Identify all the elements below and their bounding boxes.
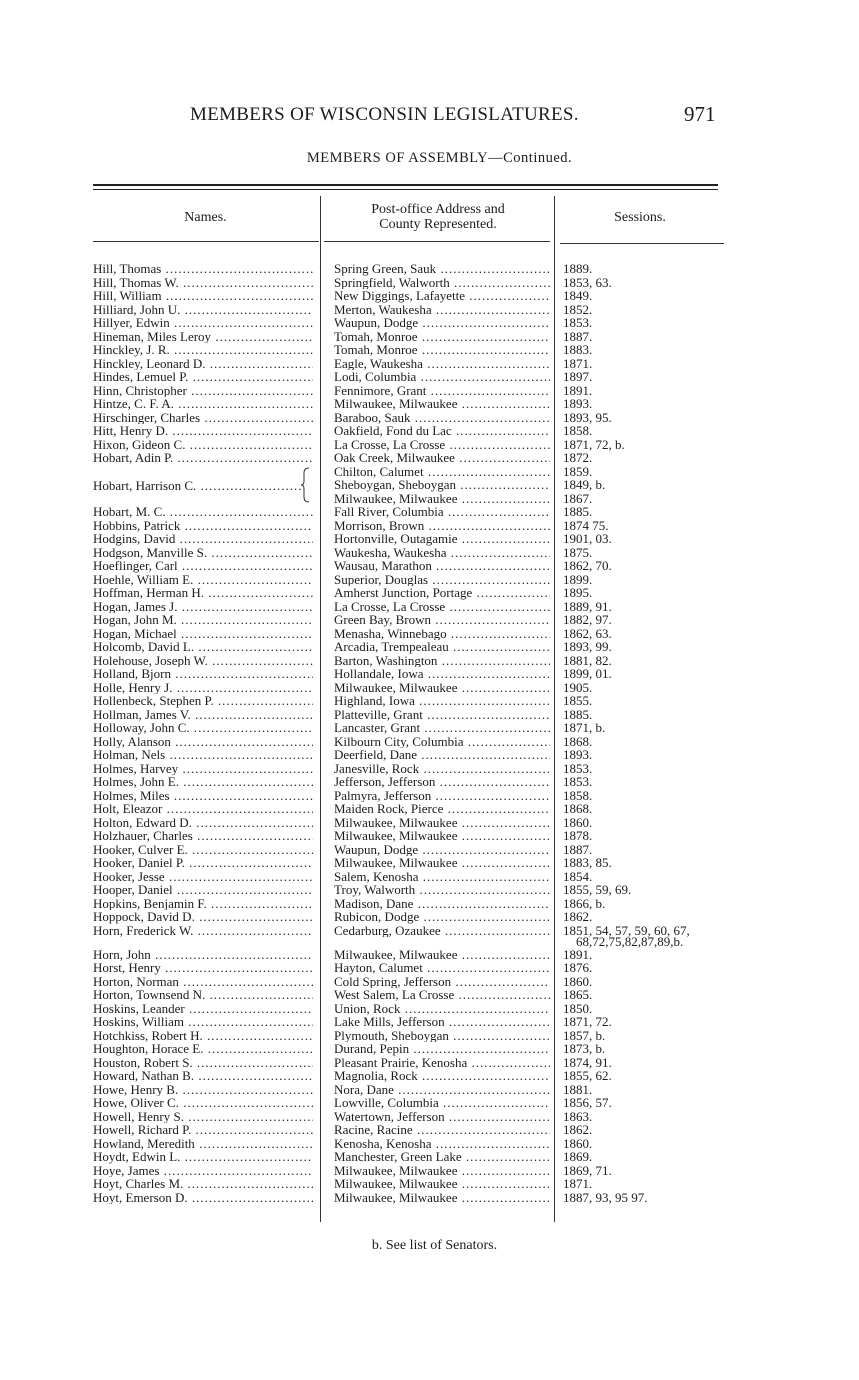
member-name: Hollman, James V. ..... xyxy=(93,708,313,722)
table-row xyxy=(0,1056,859,1070)
table-row xyxy=(0,735,859,749)
member-name: Horton, Townsend N. ..... xyxy=(93,988,313,1002)
table-row xyxy=(0,303,859,317)
member-name: Hixon, Gideon C. ..... xyxy=(93,438,313,452)
member-name: Holmes, John E. ..... xyxy=(93,775,313,789)
member-address: Milwaukee, Milwaukee ..... xyxy=(334,856,550,870)
table-row xyxy=(0,1015,859,1029)
member-sessions: 1858. xyxy=(563,423,593,438)
table-row xyxy=(0,573,859,587)
member-address: Manchester, Green Lake ..... xyxy=(334,1150,550,1164)
table-row xyxy=(0,532,859,546)
member-name: Hogan, Michael ..... xyxy=(93,627,313,641)
table-row-hobart-harrison xyxy=(0,465,859,506)
member-address: Wausau, Marathon ..... xyxy=(334,559,550,573)
member-name: Holt, Eleazor ..... xyxy=(93,802,313,816)
table-row-horn-frederick xyxy=(0,924,859,948)
table-row xyxy=(0,519,859,533)
member-name: Holzhauer, Charles ..... xyxy=(93,829,313,843)
member-name: Hoskins, William ..... xyxy=(93,1015,313,1029)
member-name: Hinckley, Leonard D. ..... xyxy=(93,357,313,371)
member-address: Milwaukee, Milwaukee ..... xyxy=(334,681,550,695)
member-sessions: 1867. xyxy=(563,490,593,506)
member-name: Howe, Henry B. ..... xyxy=(93,1083,313,1097)
member-name: Houston, Robert S. ..... xyxy=(93,1056,313,1070)
member-address: Racine, Racine ..... xyxy=(334,1123,550,1137)
member-sessions: 1874, 91. xyxy=(563,1054,612,1070)
member-sessions: 1860. xyxy=(563,1135,593,1151)
member-name: Horton, Norman ..... xyxy=(93,975,313,989)
member-sessions: 1889, 91. xyxy=(563,598,612,614)
member-sessions: 1871. xyxy=(563,355,593,371)
member-name: Holly, Alanson ..... xyxy=(93,735,313,749)
member-address: Kilbourn City, Columbia ..... xyxy=(334,735,550,749)
member-address: Cedarburg, Ozaukee ..... xyxy=(334,924,550,938)
member-name: Hodgson, Manville S. ..... xyxy=(93,546,313,560)
member-name: Hobart, M. C. ..... xyxy=(93,505,313,519)
member-sessions: 1899. xyxy=(563,571,593,587)
table-row xyxy=(0,276,859,290)
member-name: Hoyt, Charles M. ..... xyxy=(93,1177,313,1191)
member-name: Holman, Nels ..... xyxy=(93,748,313,762)
member-address: Fall River, Columbia ..... xyxy=(334,505,550,519)
member-sessions: 1869. xyxy=(563,1149,593,1164)
member-sessions: 1871, b. xyxy=(563,720,606,735)
member-name: Hoye, James ..... xyxy=(93,1164,313,1178)
member-sessions: 1882, 97. xyxy=(563,612,612,627)
table-row xyxy=(0,451,859,465)
table-row xyxy=(0,546,859,560)
table-row xyxy=(0,883,859,897)
member-sessions: 1869, 71. xyxy=(563,1162,612,1178)
column-header-sessions-label: Sessions. xyxy=(614,209,666,225)
table-row xyxy=(0,411,859,425)
member-address: Hayton, Calumet ..... xyxy=(334,961,550,975)
member-sessions: 1876. xyxy=(563,960,593,975)
member-name: Holmes, Miles ..... xyxy=(93,789,313,803)
member-sessions: 1860. xyxy=(563,973,593,989)
table-row xyxy=(0,316,859,330)
member-address: Springfield, Walworth ..... xyxy=(334,276,550,290)
member-sessions: 1868. xyxy=(563,733,593,749)
member-sessions: 1863. xyxy=(563,1108,593,1124)
member-name: Holcomb, David L. ..... xyxy=(93,640,313,654)
member-name: Horst, Henry ..... xyxy=(93,961,313,975)
member-sessions: 1887. xyxy=(563,328,593,344)
member-name: Hilliard, John U. ..... xyxy=(93,303,313,317)
rows-group-b xyxy=(0,505,859,924)
member-address: Plymouth, Sheboygan ..... xyxy=(334,1029,550,1043)
member-sessions: 1883. xyxy=(563,342,593,357)
member-address: Pleasant Prairie, Kenosha ..... xyxy=(334,1056,550,1070)
member-name: Holton, Edward D. ..... xyxy=(93,816,313,830)
table-row xyxy=(0,1150,859,1164)
table-row xyxy=(0,897,859,911)
member-address: Tomah, Monroe ..... xyxy=(334,343,550,357)
member-address: Morrison, Brown ..... xyxy=(334,519,550,533)
member-sessions: 1855, 59, 69. xyxy=(563,882,632,897)
member-name: Holle, Henry J. ..... xyxy=(93,681,313,695)
table-row xyxy=(0,721,859,735)
member-sessions: 1872. xyxy=(563,450,593,465)
member-sessions: 1899, 01. xyxy=(563,666,612,681)
member-address: Lancaster, Grant ..... xyxy=(334,721,550,735)
member-sessions: 1878. xyxy=(563,828,593,843)
member-sessions: 1893. xyxy=(563,396,593,411)
member-sessions: 1881. xyxy=(563,1081,593,1097)
member-sessions: 1865. xyxy=(563,987,593,1002)
member-name: Hotchkiss, Robert H. ..... xyxy=(93,1029,313,1043)
member-name: Hooker, Daniel P. ..... xyxy=(93,856,313,870)
table-row xyxy=(0,1177,859,1191)
table-row xyxy=(0,802,859,816)
table-row xyxy=(0,397,859,411)
table-row xyxy=(0,910,859,924)
member-address: Milwaukee, Milwaukee ..... xyxy=(334,492,550,506)
member-sessions: 1860. xyxy=(563,814,593,830)
member-address: New Diggings, Lafayette ..... xyxy=(334,289,550,303)
member-sessions: 1871, 72. xyxy=(563,1014,612,1029)
column-header-names xyxy=(93,196,318,238)
table-subhead: MEMBERS OF ASSEMBLY—Continued. xyxy=(306,150,573,166)
member-name: Hoehle, William E. ..... xyxy=(93,573,313,587)
member-sessions: 1874 75. xyxy=(563,517,609,533)
header-underline-names xyxy=(93,241,319,242)
member-sessions: 1849. xyxy=(563,288,593,303)
member-name: Holmes, Harvey ..... xyxy=(93,762,313,776)
column-header-address xyxy=(322,196,554,238)
member-sessions: 1873, b. xyxy=(563,1041,606,1056)
member-sessions: 1881, 82. xyxy=(563,652,612,668)
table-row xyxy=(0,1029,859,1043)
member-sessions: 1855. xyxy=(563,693,593,708)
rows-group-c xyxy=(0,948,859,1205)
assembly-members-table xyxy=(0,262,859,1204)
member-name: Horn, John ..... xyxy=(93,948,313,962)
member-name: Houghton, Horace E. ..... xyxy=(93,1042,313,1056)
member-sessions: 1859. xyxy=(563,463,593,479)
member-address: Tomah, Monroe ..... xyxy=(334,330,550,344)
member-sessions: 1858. xyxy=(563,787,593,803)
table-row xyxy=(0,654,859,668)
member-sessions-continued: 68,72,75,82,87,89,b. xyxy=(576,933,684,949)
member-name: Hindes, Lemuel P. ..... xyxy=(93,370,313,384)
header-underline-address xyxy=(324,241,550,242)
member-address: Merton, Waukesha ..... xyxy=(334,303,550,317)
footnote: b. See list of Senators. xyxy=(371,1238,498,1253)
column-header-names-label: Names. xyxy=(184,209,227,225)
member-name: Hineman, Miles Leroy ..... xyxy=(93,330,313,344)
table-row xyxy=(0,357,859,371)
member-sessions: 1868. xyxy=(563,801,593,816)
table-row xyxy=(0,961,859,975)
member-name: Hitt, Henry D. ..... xyxy=(93,424,313,438)
column-header-sessions xyxy=(556,196,724,238)
member-address: Lowville, Columbia ..... xyxy=(334,1096,550,1110)
table-row xyxy=(0,505,859,519)
member-sessions: 1862, 70. xyxy=(563,558,612,573)
table-row xyxy=(0,816,859,830)
member-name: Hollenbeck, Stephen P. ..... xyxy=(93,694,313,708)
table-row xyxy=(0,1137,859,1151)
member-address: Madison, Dane ..... xyxy=(334,897,550,911)
member-address: Lodi, Columbia ..... xyxy=(334,370,550,384)
member-address: Nora, Dane ..... xyxy=(334,1083,550,1097)
member-name: Hoydt, Edwin L. ..... xyxy=(93,1150,313,1164)
member-address: Milwaukee, Milwaukee ..... xyxy=(334,1191,550,1205)
member-address: Sheboygan, Sheboygan ..... xyxy=(334,478,550,492)
table-row xyxy=(0,829,859,843)
member-address: Highland, Iowa ..... xyxy=(334,694,550,708)
table-row xyxy=(0,438,859,452)
member-sessions: 1883, 85. xyxy=(563,855,612,870)
member-sessions: 1897. xyxy=(563,369,593,384)
member-name: Holehouse, Joseph W. ..... xyxy=(93,654,313,668)
member-address: Chilton, Calumet ..... xyxy=(334,465,550,479)
member-sessions: 1853. xyxy=(563,315,593,330)
member-sessions: 1893, 99. xyxy=(563,639,612,654)
member-sessions: 1891. xyxy=(563,946,593,962)
member-address: Palmyra, Jefferson ..... xyxy=(334,789,550,803)
member-address: Milwaukee, Milwaukee ..... xyxy=(334,1164,550,1178)
member-sessions: 1854. xyxy=(563,868,593,884)
member-sessions: 1852. xyxy=(563,301,593,317)
member-address: Milwaukee, Milwaukee ..... xyxy=(334,816,550,830)
member-name: Hogan, John M. ..... xyxy=(93,613,313,627)
member-address: Green Bay, Brown ..... xyxy=(334,613,550,627)
member-name: Hobbins, Patrick ..... xyxy=(93,519,313,533)
member-name: Hodgins, David ..... xyxy=(93,532,313,546)
member-address: Milwaukee, Milwaukee ..... xyxy=(334,829,550,843)
member-address: Lake Mills, Jefferson ..... xyxy=(334,1015,550,1029)
table-row xyxy=(0,1002,859,1016)
header-underline-sessions xyxy=(560,243,724,244)
member-sessions: 1887, 93, 95 97. xyxy=(563,1189,648,1205)
table-row xyxy=(0,1164,859,1178)
member-address: Barton, Washington ..... xyxy=(334,654,550,668)
member-name: Hoppock, David D. ..... xyxy=(93,910,313,924)
member-name: Holloway, John C. ..... xyxy=(93,721,313,735)
member-name: Hoyt, Emerson D. ..... xyxy=(93,1191,313,1205)
table-row xyxy=(0,667,859,681)
member-address: Deerfield, Dane ..... xyxy=(334,748,550,762)
table-row xyxy=(0,613,859,627)
table-row xyxy=(0,762,859,776)
member-address: Oakfield, Fond du Lac ..... xyxy=(334,424,550,438)
member-address: Milwaukee, Milwaukee ..... xyxy=(334,1177,550,1191)
table-row xyxy=(0,370,859,384)
member-sessions: 1893. xyxy=(563,747,593,762)
rows-group-a xyxy=(0,262,859,465)
member-address: Superior, Douglas ..... xyxy=(334,573,550,587)
member-address: Milwaukee, Milwaukee ..... xyxy=(334,948,550,962)
member-name: Howland, Meredith ..... xyxy=(93,1137,313,1151)
member-sessions: 1853, 63. xyxy=(563,274,612,290)
member-name: Hobart, Harrison C. ..... xyxy=(93,479,303,493)
table-row xyxy=(0,1069,859,1083)
table-row xyxy=(0,748,859,762)
member-address: Eagle, Waukesha ..... xyxy=(334,357,550,371)
member-address: Troy, Walworth ..... xyxy=(334,883,550,897)
table-row xyxy=(0,289,859,303)
member-name: Hinckley, J. R. ..... xyxy=(93,343,313,357)
top-rule-thin xyxy=(93,189,718,190)
brace-icon xyxy=(301,467,311,503)
member-name: Hirschinger, Charles ..... xyxy=(93,411,313,425)
member-address: Waupun, Dodge ..... xyxy=(334,316,550,330)
table-row xyxy=(0,789,859,803)
member-name: Howell, Richard P. ..... xyxy=(93,1123,313,1137)
table-row xyxy=(0,627,859,641)
table-row xyxy=(0,694,859,708)
member-name: Hooker, Culver E. ..... xyxy=(93,843,313,857)
member-address: Platteville, Grant ..... xyxy=(334,708,550,722)
member-sessions: 1871, 72, b. xyxy=(563,436,625,452)
table-row xyxy=(0,988,859,1002)
member-sessions: 1862. xyxy=(563,1122,593,1137)
member-sessions: 1853. xyxy=(563,760,593,776)
member-sessions: 1850. xyxy=(563,1000,593,1016)
member-sessions: 1901, 03. xyxy=(563,531,612,546)
member-address: La Crosse, La Crosse ..... xyxy=(334,600,550,614)
page-header xyxy=(0,100,859,130)
table-row xyxy=(0,856,859,870)
member-sessions: 1875. xyxy=(563,544,593,560)
member-sessions: 1866, b. xyxy=(563,895,606,911)
member-address: Hortonville, Outagamie ..... xyxy=(334,532,550,546)
page-number: 971 xyxy=(684,102,716,126)
table-row xyxy=(0,1042,859,1056)
table-row xyxy=(0,775,859,789)
member-name: Hooper, Daniel ..... xyxy=(93,883,313,897)
table-row xyxy=(0,1110,859,1124)
member-sessions: 1885. xyxy=(563,504,593,519)
member-name: Howell, Henry S. ..... xyxy=(93,1110,313,1124)
member-address: Menasha, Winnebago ..... xyxy=(334,627,550,641)
member-name: Horn, Frederick W. ..... xyxy=(93,924,313,938)
member-sessions: 1885. xyxy=(563,706,593,722)
member-name: Hill, Thomas W. ..... xyxy=(93,276,313,290)
member-sessions: 1855, 62. xyxy=(563,1068,612,1083)
table-row xyxy=(0,870,859,884)
member-sessions: 1857, b. xyxy=(563,1027,606,1043)
member-address: Watertown, Jefferson ..... xyxy=(334,1110,550,1124)
member-sessions: 1862, 63. xyxy=(563,625,612,641)
member-name: Hoeflinger, Carl ..... xyxy=(93,559,313,573)
member-address: West Salem, La Crosse ..... xyxy=(334,988,550,1002)
member-address: Waupun, Dodge ..... xyxy=(334,843,550,857)
table-row xyxy=(0,600,859,614)
member-name: Hopkins, Benjamin F. ..... xyxy=(93,897,313,911)
table-row xyxy=(0,343,859,357)
column-header-address-line1: Post-office Address and xyxy=(371,202,505,217)
member-name: Howe, Oliver C. ..... xyxy=(93,1096,313,1110)
member-name: Hooker, Jesse ..... xyxy=(93,870,313,884)
member-address: Cold Spring, Jefferson ..... xyxy=(334,975,550,989)
member-address: Oak Creek, Milwaukee ..... xyxy=(334,451,550,465)
table-row xyxy=(0,262,859,276)
member-name: Hill, William ..... xyxy=(93,289,313,303)
table-row xyxy=(0,681,859,695)
member-address: Amherst Junction, Portage ..... xyxy=(334,586,550,600)
table-row xyxy=(0,586,859,600)
member-name: Howard, Nathan B. ..... xyxy=(93,1069,313,1083)
member-sessions: 1893, 95. xyxy=(563,409,612,425)
table-row xyxy=(0,948,859,962)
member-address: Baraboo, Sauk ..... xyxy=(334,411,550,425)
member-sessions: 1862. xyxy=(563,909,593,924)
table-row xyxy=(0,384,859,398)
member-address: Maiden Rock, Pierce ..... xyxy=(334,802,550,816)
member-name: Hintze, C. F. A. ..... xyxy=(93,397,313,411)
member-name: Hinn, Christopher ..... xyxy=(93,384,313,398)
member-address: Jefferson, Jefferson ..... xyxy=(334,775,550,789)
member-sessions: 1891. xyxy=(563,382,593,398)
member-sessions: 1895. xyxy=(563,585,593,600)
table-row xyxy=(0,424,859,438)
member-name: Hoskins, Leander ..... xyxy=(93,1002,313,1016)
member-sessions: 1856, 57. xyxy=(563,1095,612,1110)
member-name: Hillyer, Edwin ..... xyxy=(93,316,313,330)
table-row xyxy=(0,1096,859,1110)
member-sessions: 1853. xyxy=(563,774,593,789)
table-row xyxy=(0,1123,859,1137)
member-address: Spring Green, Sauk ..... xyxy=(334,262,550,276)
member-sessions: 1871. xyxy=(563,1176,593,1191)
member-sessions: 1851, 54, 57, 59, 60, 67, xyxy=(563,922,690,938)
member-name: Hobart, Adin P. ..... xyxy=(93,451,313,465)
member-name: Holland, Bjorn ..... xyxy=(93,667,313,681)
member-address: Salem, Kenosha ..... xyxy=(334,870,550,884)
top-rule-thick xyxy=(93,184,718,186)
member-address: Fennimore, Grant ..... xyxy=(334,384,550,398)
table-row xyxy=(0,708,859,722)
table-row xyxy=(0,330,859,344)
member-sessions: 1905. xyxy=(563,679,593,695)
member-address: Hollandale, Iowa ..... xyxy=(334,667,550,681)
table-row xyxy=(0,640,859,654)
column-header-address-line2: County Represented. xyxy=(379,217,497,232)
table-row xyxy=(0,975,859,989)
member-address: Durand, Pepin ..... xyxy=(334,1042,550,1056)
member-name: Hoffman, Herman H. ..... xyxy=(93,586,313,600)
member-sessions: 1889. xyxy=(563,261,593,276)
member-address: Janesville, Rock ..... xyxy=(334,762,550,776)
member-address: Kenosha, Kenosha ..... xyxy=(334,1137,550,1151)
member-address: Rubicon, Dodge ..... xyxy=(334,910,550,924)
member-sessions: 1849, b. xyxy=(563,477,606,492)
table-row xyxy=(0,843,859,857)
member-name: Hill, Thomas ..... xyxy=(93,262,313,276)
member-address: Arcadia, Trempealeau ..... xyxy=(334,640,550,654)
member-address: Milwaukee, Milwaukee ..... xyxy=(334,397,550,411)
member-address: Waukesha, Waukesha ..... xyxy=(334,546,550,560)
table-row xyxy=(0,1083,859,1097)
table-row xyxy=(0,559,859,573)
table-row xyxy=(0,1191,859,1205)
member-address: Magnolia, Rock ..... xyxy=(334,1069,550,1083)
member-address: La Crosse, La Crosse ..... xyxy=(334,438,550,452)
member-name: Hogan, James J. ..... xyxy=(93,600,313,614)
member-sessions: 1887. xyxy=(563,841,593,857)
member-address: Union, Rock ..... xyxy=(334,1002,550,1016)
running-head: MEMBERS OF WISCONSIN LEGISLATURES. xyxy=(190,104,579,125)
